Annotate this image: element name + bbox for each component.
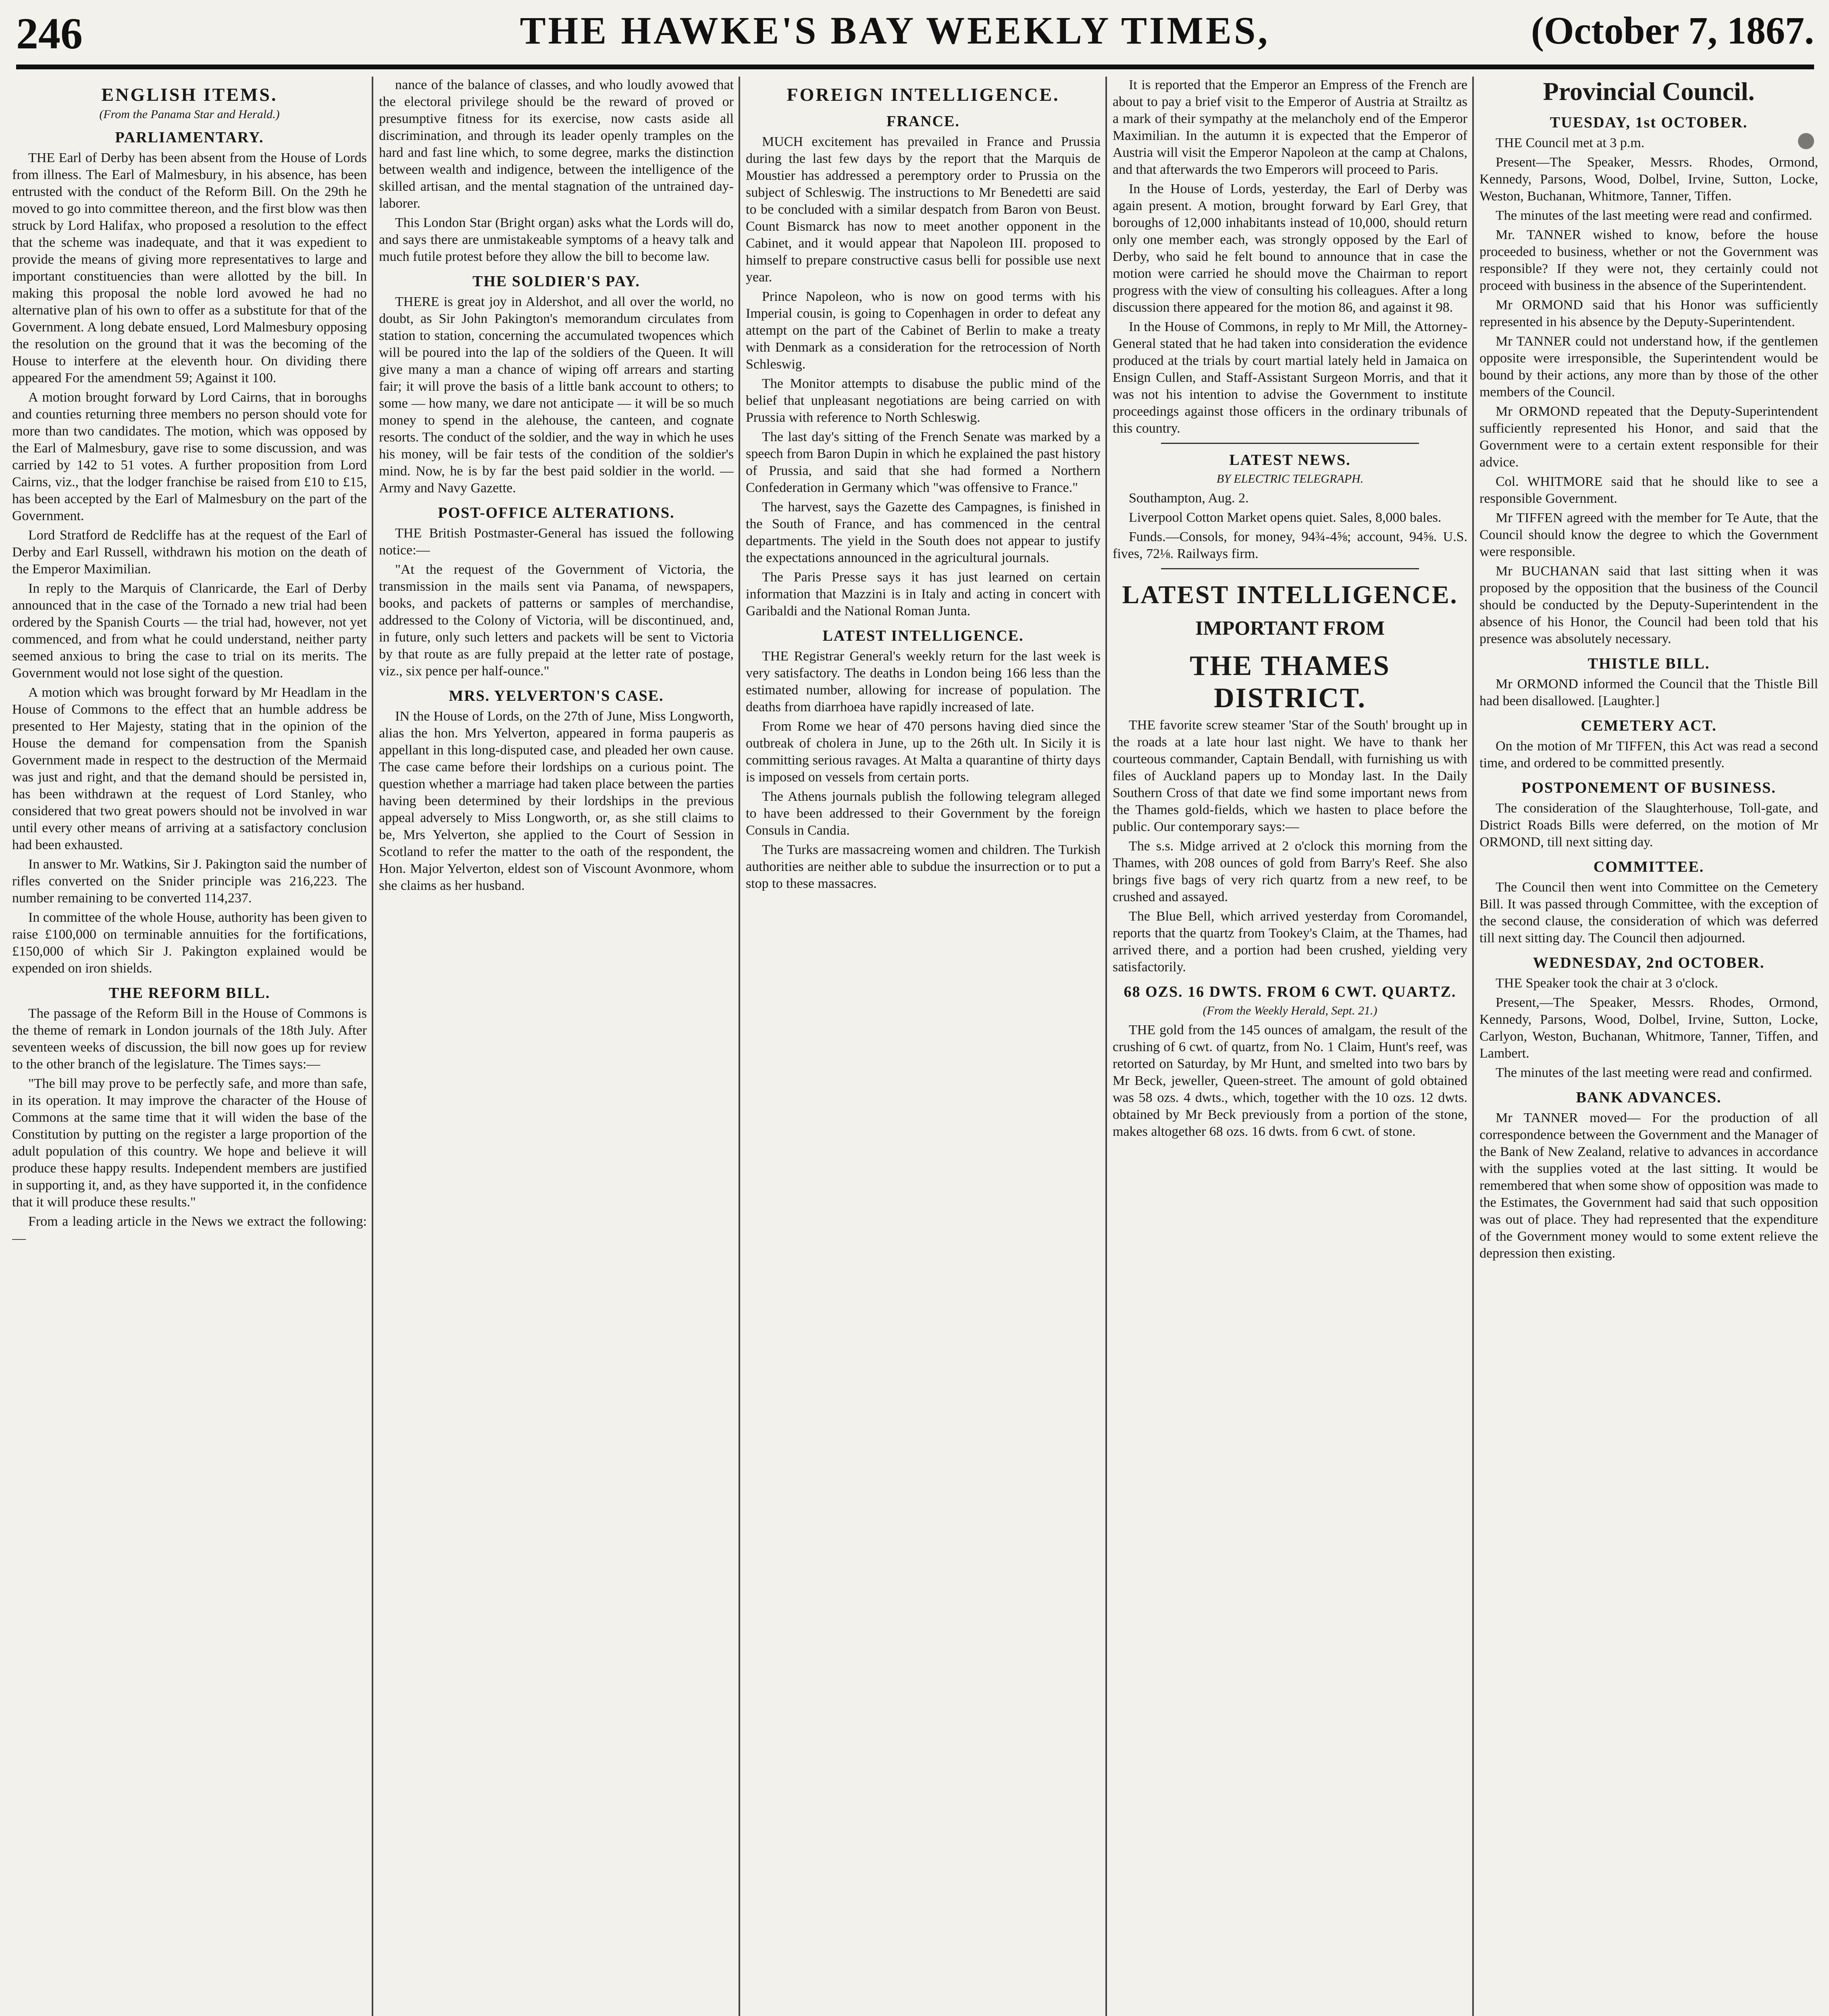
section-heading-provincial-council: Provincial Council. bbox=[1543, 77, 1755, 106]
telegraph-note: BY ELECTRIC TELEGRAPH. bbox=[1216, 472, 1364, 485]
article-paragraph: THE British Postmaster-General has issued the following notice:— bbox=[379, 526, 734, 558]
article-paragraph: A motion which was brought forward by Mr Headlam in the House of Commons to the effect that an humble address be presented to Her Majesty, stating that in the opinion of the House the demand for compensation from the Spanish Government made in respect to the destruction of the Mermaid was just and right, and that the demand should be persisted in, has been withdrawn at the request of Lord Stanley, who considered that two great powers should not be involved in war until every other means of arriving at a satisfactory conclusion had been exhausted. bbox=[12, 685, 367, 852]
column-3 bbox=[746, 77, 1101, 2016]
column-divider bbox=[372, 77, 373, 2016]
subheading-bank-advances: BANK ADVANCES. bbox=[1576, 1089, 1722, 1106]
article-paragraph: THE favorite screw steamer 'Star of the South' brought up in the roads at a late hour last night. We have to thank her courteous commander, Captain Bendall, with furnishing us with files of Auckland papers up to Monday last. In the Daily Southern Cross of that date we find some important news from the Thames gold-fields, which we hasten to place before the public. Our contemporary says:— bbox=[1113, 718, 1467, 834]
article-paragraph: The Turks are massacreing women and children. The Turkish authorities are neither able to subdue the insurrection or to put a stop to these massacres. bbox=[746, 842, 1101, 891]
article-paragraph: Mr TIFFEN agreed with the member for Te Aute, that the Council should know the degree to which the Government were responsible. bbox=[1479, 510, 1818, 559]
article-paragraph: Prince Napoleon, who is now on good terms with his Imperial cousin, is going to Copenhagen in order to defeat any attempt on the part of the Cabinet of Berlin to make a treaty with Denmark as a consideration for the retrocession of North Schleswig. bbox=[746, 289, 1101, 372]
article-paragraph: In answer to Mr. Watkins, Sir J. Pakington said the number of rifles converted on the Snider principle was 216,223. The number remaining to be converted 114,237. bbox=[12, 857, 367, 906]
article-paragraph: "At the request of the Government of Victoria, the transmission in the mails sent via Panama, of newspapers, books, and packets of patterns or samples of merchandise, addressed to the Colony of Victoria, will be discontinued, and, in future, only such letters and packets will be sent to Victoria by that route as are fully prepaid at the letter rate of postage, viz., six pence per half-ounce." bbox=[379, 562, 734, 679]
section-heading-soldiers-pay: THE SOLDIER'S PAY. bbox=[472, 273, 640, 290]
column-divider bbox=[1105, 77, 1107, 2016]
ink-blot bbox=[1798, 133, 1814, 149]
headline-important-from: IMPORTANT FROM bbox=[1195, 616, 1385, 639]
article-paragraph: Southampton, Aug. 2. bbox=[1129, 491, 1249, 506]
article-paragraph: Liverpool Cotton Market opens quiet. Sales, 8,000 bales. bbox=[1129, 510, 1442, 525]
article-paragraph: Mr TANNER could not understand how, if the gentlemen opposite were irresponsible, the Superintendent would be bound by their actions, any more than by those of the other members of the Council. bbox=[1479, 334, 1818, 400]
article-paragraph: Mr TANNER moved— For the production of all correspondence between the Government and the Manager of the Bank of New Zealand, relative to advances in accordance with the supplies voted at the last sitting. It would be remembered that when some show of opposition was made to the Estimates, the Government had said that such opposition was out of place. They had represented that the expenditure of the Government money would to some extent relieve the depression then existing. bbox=[1479, 1110, 1818, 1261]
article-paragraph: Mr ORMOND informed the Council that the Thistle Bill had been disallowed. [Laughter.] bbox=[1479, 677, 1818, 708]
article-paragraph: The s.s. Midge arrived at 2 o'clock this morning from the Thames, with 208 ounces of gold from Barry's Reef. She also brings five bags of very rich quartz from a new reef, to be crushed and assayed. bbox=[1113, 839, 1467, 904]
article-paragraph: The minutes of the last meeting were read and confirmed. bbox=[1496, 1065, 1812, 1080]
article-paragraph: It is reported that the Emperor an Empress of the French are about to pay a brief visit to the Emperor of Austria at Strailtz as a mark of their sympathy at the melancholy end of the Emperor Maximilian. In the autumn it is expected that the Emperor of Austria will visit the Emperor Napoleon at the camp at Chalons, and that afterwards the two Emperors will proceed to Paris. bbox=[1113, 77, 1467, 177]
headline-thames-district: THE THAMES DISTRICT. bbox=[1190, 650, 1390, 714]
column-1 bbox=[12, 77, 367, 2016]
section-heading-yelverton-case: MRS. YELVERTON'S CASE. bbox=[449, 687, 664, 704]
article-paragraph: The Paris Presse says it has just learned on certain information that Mazzini is in Italy and acting in concert with Garibaldi and the National Roman Junta. bbox=[746, 570, 1101, 619]
article-paragraph: Mr. TANNER wished to know, before the house proceeded to business, whether or not the Government was responsible? If they were not, they certainly could not proceed with business in the absence of the Superintendent. bbox=[1479, 227, 1818, 293]
article-paragraph: IN the House of Lords, on the 27th of June, Miss Longworth, alias the hon. Mrs Yelverton, appeared in forma pauperis as appellant in this long-disputed case, and pleaded her own cause. The case came before their lordships on a curious point. The question whether a marriage had taken place between the parties having been determined by their lordships in the previous appeal adversely to Miss Longworth, or, as she still claims to be, Mrs Yelverton, she applied to the Court of Session in Scotland to refer the matter to the oath of the respondent, the Hon. Major Yelverton, eldest son of Viscount Avonmore, whom she claims as her husband. bbox=[379, 709, 734, 893]
article-paragraph: The consideration of the Slaughterhouse, Toll-gate, and District Roads Bills were deferred, on the motion of Mr ORMOND, till next sitting day. bbox=[1479, 801, 1818, 850]
date-heading: WEDNESDAY, 2nd OCTOBER. bbox=[1533, 954, 1765, 971]
article-paragraph: A motion brought forward by Lord Cairns, that in boroughs and counties returning three members no person should vote for more than two candidates. The motion, which was opposed by the Earl of Malmesbury, gave rise to some discussion, and was carried by 142 to 51 votes. A further proposition from Lord Cairns, viz., that the lodger franchise be raised from £10 to £15, has been accepted by the Earl of Malmesbury on the part of the Government. bbox=[12, 390, 367, 523]
article-paragraph: This London Star (Bright organ) asks what the Lords will do, and says there are unmistakeable symptoms of a heavy talk and much futile protest before they allow the bill to become law. bbox=[379, 215, 734, 264]
article-paragraph: The passage of the Reform Bill in the House of Commons is the theme of remark in London journals of the 18th July. After seventeen weeks of discussion, the bill now goes up for review to the other branch of the legislature. The Times says:— bbox=[12, 1006, 367, 1072]
article-paragraph: Present—The Speaker, Messrs. Rhodes, Ormond, Kennedy, Parsons, Wood, Dolbel, Irvine, Sutton, Locke, Weston, Buchanan, Whitmore, Tanner, Tiffen. bbox=[1479, 155, 1818, 204]
article-paragraph: On the motion of Mr TIFFEN, this Act was read a second time, and ordered to be committed presently. bbox=[1479, 739, 1818, 771]
header-rule bbox=[16, 65, 1814, 69]
article-paragraph: The Blue Bell, which arrived yesterday from Coromandel, reports that the quartz from Tookey's Claim, at the Thames, had arrived there, and a portion had been crushed, yielding very satisfactorily. bbox=[1113, 909, 1467, 975]
masthead-title: THE HAWKE'S BAY WEEKLY TIMES, bbox=[520, 9, 1270, 52]
source-note: (From the Panama Star and Herald.) bbox=[99, 108, 280, 121]
subheading-committee: COMMITTEE. bbox=[1593, 858, 1704, 875]
page-header bbox=[16, 8, 1814, 56]
article-paragraph: Mr ORMOND repeated that the Deputy-Superintendent sufficiently represented his Honor, and said that the Government were to a certain extent responsible for their advice. bbox=[1479, 404, 1818, 470]
article-paragraph: From Rome we hear of 470 persons having died since the outbreak of cholera in June, up to the 26th ult. In Sicily it is committing serious ravages. At Malta a quarantine of thirty days is imposed on vessels from certain ports. bbox=[746, 719, 1101, 785]
article-paragraph: THE Speaker took the chair at 3 o'clock. bbox=[1496, 976, 1718, 991]
section-heading-parliamentary: PARLIAMENTARY. bbox=[115, 129, 264, 146]
article-paragraph: Lord Stratford de Redcliffe has at the request of the Earl of Derby and Earl Russell, withdrawn his motion on the death of the Emperor Maximilian. bbox=[12, 528, 367, 577]
article-paragraph: Present,—The Speaker, Messrs. Rhodes, Ormond, Kennedy, Parsons, Wood, Dolbel, Irvine, Sutton, Locke, Carlyon, Weston, Buchanan, Whitmore, Tanner, Tiffen, and Lambert. bbox=[1479, 995, 1818, 1061]
subheading-cemetery-act: CEMETERY ACT. bbox=[1581, 717, 1717, 734]
source-note: (From the Weekly Herald, Sept. 21.) bbox=[1203, 1004, 1377, 1017]
subheading-thistle-bill: THISTLE BILL. bbox=[1588, 655, 1710, 672]
subheading-postponement: POSTPONEMENT OF BUSINESS. bbox=[1521, 779, 1776, 796]
article-paragraph: Mr BUCHANAN said that last sitting when it was proposed by the opposition that the business of the Council should be conducted by the Deputy-Superintendent in the absence of his Honor, the Council had been told that his presence was absolutely necessary. bbox=[1479, 564, 1818, 646]
article-paragraph: The minutes of the last meeting were read and confirmed. bbox=[1496, 208, 1812, 223]
page-number: 246 bbox=[16, 9, 83, 58]
section-heading-reform-bill: THE REFORM BILL. bbox=[108, 985, 271, 1002]
column-divider bbox=[739, 77, 740, 2016]
divider-rule bbox=[1161, 443, 1419, 444]
article-paragraph: The Monitor attempts to disabuse the public mind of the belief that unpleasant negotiations are being carried on with Prussia with reference to North Schleswig. bbox=[746, 376, 1101, 425]
article-paragraph: The harvest, says the Gazette des Campagnes, is finished in the South of France, and has commenced in the central departments. The yield in the South does not appear to justify the expectations announced in the agricultural journals. bbox=[746, 500, 1101, 565]
article-paragraph: THE gold from the 145 ounces of amalgam, the result of the crushing of 6 cwt. of quartz, from No. 1 Claim, Hunt's reef, was retorted on Saturday, by Mr Hunt, and smelted into two bars by Mr Beck, jeweller, Queen-street. The amount of gold obtained was 58 ozs. 4 dwts., which, together with the 10 ozs. 12 dwts. obtained by Mr Beck previously from a portion of the stone, makes altogether 68 ozs. 16 dwts. from 6 cwt. of stone. bbox=[1113, 1023, 1467, 1139]
article-paragraph: THE Registrar General's weekly return for the last week is very satisfactory. The deaths in London being 166 less than the estimated number, allowing for increase of population. The deaths from diarrhoea have rapidly increased of late. bbox=[746, 649, 1101, 714]
subheading-quartz: 68 OZS. 16 DWTS. FROM 6 CWT. QUARTZ. bbox=[1124, 983, 1457, 1000]
column-2 bbox=[379, 77, 734, 2016]
article-paragraph: In the House of Lords, yesterday, the Earl of Derby was again present. A motion, brought forward by Earl Grey, that boroughs of 12,000 inhabitants instead of 10,000, should return only one member each, was strongly opposed by the Earl of Derby, who said he felt bound to announce that in case the motion were carried he should move the Chairman to report progress with the view of consulting his colleagues. After a long discussion there appeared for the motion 86, and against it 98. bbox=[1113, 181, 1467, 315]
article-paragraph: The Council then went into Committee on the Cemetery Bill. It was passed through Committee, with the exception of the second clause, the consideration of which was deferred till next sitting day. The Council then adjourned. bbox=[1479, 880, 1818, 946]
date-heading: TUESDAY, 1st OCTOBER. bbox=[1550, 114, 1748, 131]
article-paragraph: Col. WHITMORE said that he should like to see a responsible Government. bbox=[1479, 474, 1818, 506]
article-paragraph: Funds.—Consols, for money, 94¾-4⅝; account, 94⅝. U.S. fives, 72⅛. Railways firm. bbox=[1113, 529, 1467, 561]
article-paragraph: The last day's sitting of the French Senate was marked by a speech from Baron Dupin in which he explained the past history of Prussia, and said that she had formed a Northern Confederation in Germany which "was offensive to France." bbox=[746, 429, 1101, 495]
column-5 bbox=[1479, 77, 1818, 2016]
section-heading-foreign: FOREIGN INTELLIGENCE. bbox=[787, 84, 1060, 105]
section-heading-english-items: ENGLISH ITEMS. bbox=[101, 84, 278, 105]
article-paragraph: THE Council met at 3 p.m. bbox=[1496, 135, 1645, 150]
divider-rule bbox=[1161, 568, 1419, 569]
article-paragraph: In committee of the whole House, authority has been given to raise £100,000 on terminable annuities for the fortifications, £150,000 of which Sir J. Pakington explained would be expended on iron shields. bbox=[12, 910, 367, 976]
subheading-france: FRANCE. bbox=[886, 113, 960, 130]
article-paragraph: Mr ORMOND said that his Honor was sufficiently represented in his absence by the Deputy-Superintendent. bbox=[1479, 298, 1818, 329]
article-paragraph: From a leading article in the News we extract the following:— bbox=[12, 1214, 367, 1246]
article-paragraph: THERE is great joy in Aldershot, and all over the world, no doubt, as Sir John Pakington's memorandum circulates from station to station, concerning the accumulated twopences which will be poured into the lap of the soldiers of the Queen. It will give many a man a chance of wiping off arrears and starting fair; it will prove the basis of a little bank account to others; to some — how many, we dare not anticipate — it will be so much money to spend in the alehouse, the canteen, and cognate resorts. The conduct of the soldier, and the way in which he uses his money, will be fair tests of the condition of the soldier's mind. Now, he is by far the best paid soldier in the world. — Army and Navy Gazette. bbox=[379, 294, 734, 496]
column-4 bbox=[1113, 77, 1467, 2016]
headline-latest-intelligence: LATEST INTELLIGENCE. bbox=[1122, 580, 1458, 609]
article-paragraph: In reply to the Marquis of Clanricarde, the Earl of Derby announced that in the case of the Tornado a new trial had been ordered by the Spanish Courts — the trial had, however, not yet commenced, and from what he could understand, neither party seemed anxious to bring the case to trial on its merits. The Government would not lose sight of the question. bbox=[12, 581, 367, 681]
section-heading-latest-intelligence: LATEST INTELLIGENCE. bbox=[822, 627, 1024, 644]
article-paragraph: "The bill may prove to be perfectly safe, and more than safe, in its operation. It may improve the character of the House of Commons at the same time that it will widen the base of the Constitution by putting on the register a large proportion of the adult population of this country. We hope and believe it will produce these happy results. Independent members are justified in supporting it, and, as they have supported it, in the confidence that it will produce these results." bbox=[12, 1076, 367, 1210]
issue-date: (October 7, 1867. bbox=[1531, 9, 1814, 52]
column-divider bbox=[1472, 77, 1474, 2016]
section-heading-post-office: POST-OFFICE ALTERATIONS. bbox=[438, 504, 675, 521]
section-heading-latest-news: LATEST NEWS. bbox=[1229, 452, 1351, 469]
article-paragraph: The Athens journals publish the following telegram alleged to have been addressed to their Government by the foreign Consuls in Candia. bbox=[746, 789, 1101, 838]
article-paragraph: THE Earl of Derby has been absent from the House of Lords from illness. The Earl of Malmesbury, in his absence, has been entrusted with the conduct of the Reform Bill. On the 29th he moved to go into committee thereon, and the first blow was then struck by Lord Halifax, who proposed a resolution to the effect that the scheme was inadequate, and that it was expedient to provide the means of giving more representatives to large and important constituencies than were allotted by the bill. In making this proposal the noble lord avowed he had no alternative plan of his own to offer as a substitute for that of the Government. A long debate ensued, Lord Malmesbury opposing the resolution on the ground that it was the becoming of the House to interfere at the eleventh hour. On dividing there appeared For the amendment 59; Against it 100. bbox=[12, 150, 367, 385]
article-paragraph: nance of the balance of classes, and who loudly avowed that the electoral privilege should be the reward of proved or presumptive fitness for its exercise, now casts aside all discrimination, and through its leader openly tramples on the hard and fast line which, to some degree, marks the distinction between wealth and indigence, between the intelligence of the skilled artisan, and the mental stagnation of the untrained day-laborer. bbox=[379, 77, 734, 211]
article-paragraph: In the House of Commons, in reply to Mr Mill, the Attorney-General stated that he had taken into consideration the evidence produced at the trials by court martial lately held in Jamaica on Ensign Cullen, and Staff-Assistant Surgeon Morris, and that it was not his intention to advise the Government to institute proceedings against those officers in the ordinary tribunals of this country. bbox=[1113, 319, 1467, 436]
article-paragraph: MUCH excitement has prevailed in France and Prussia during the last few days by the report that the Marquis de Moustier has addressed a peremptory order to Prussia on the subject of Schleswig. The instructions to Mr Benedetti are said to be concluded with a similar despatch from Baron von Beust. Count Bismarck has now to meet another opponent in the Cabinet, and it would appear that Napoleon III. proposed to himself to prepare constructive casus belli for possible use next year. bbox=[746, 134, 1101, 285]
